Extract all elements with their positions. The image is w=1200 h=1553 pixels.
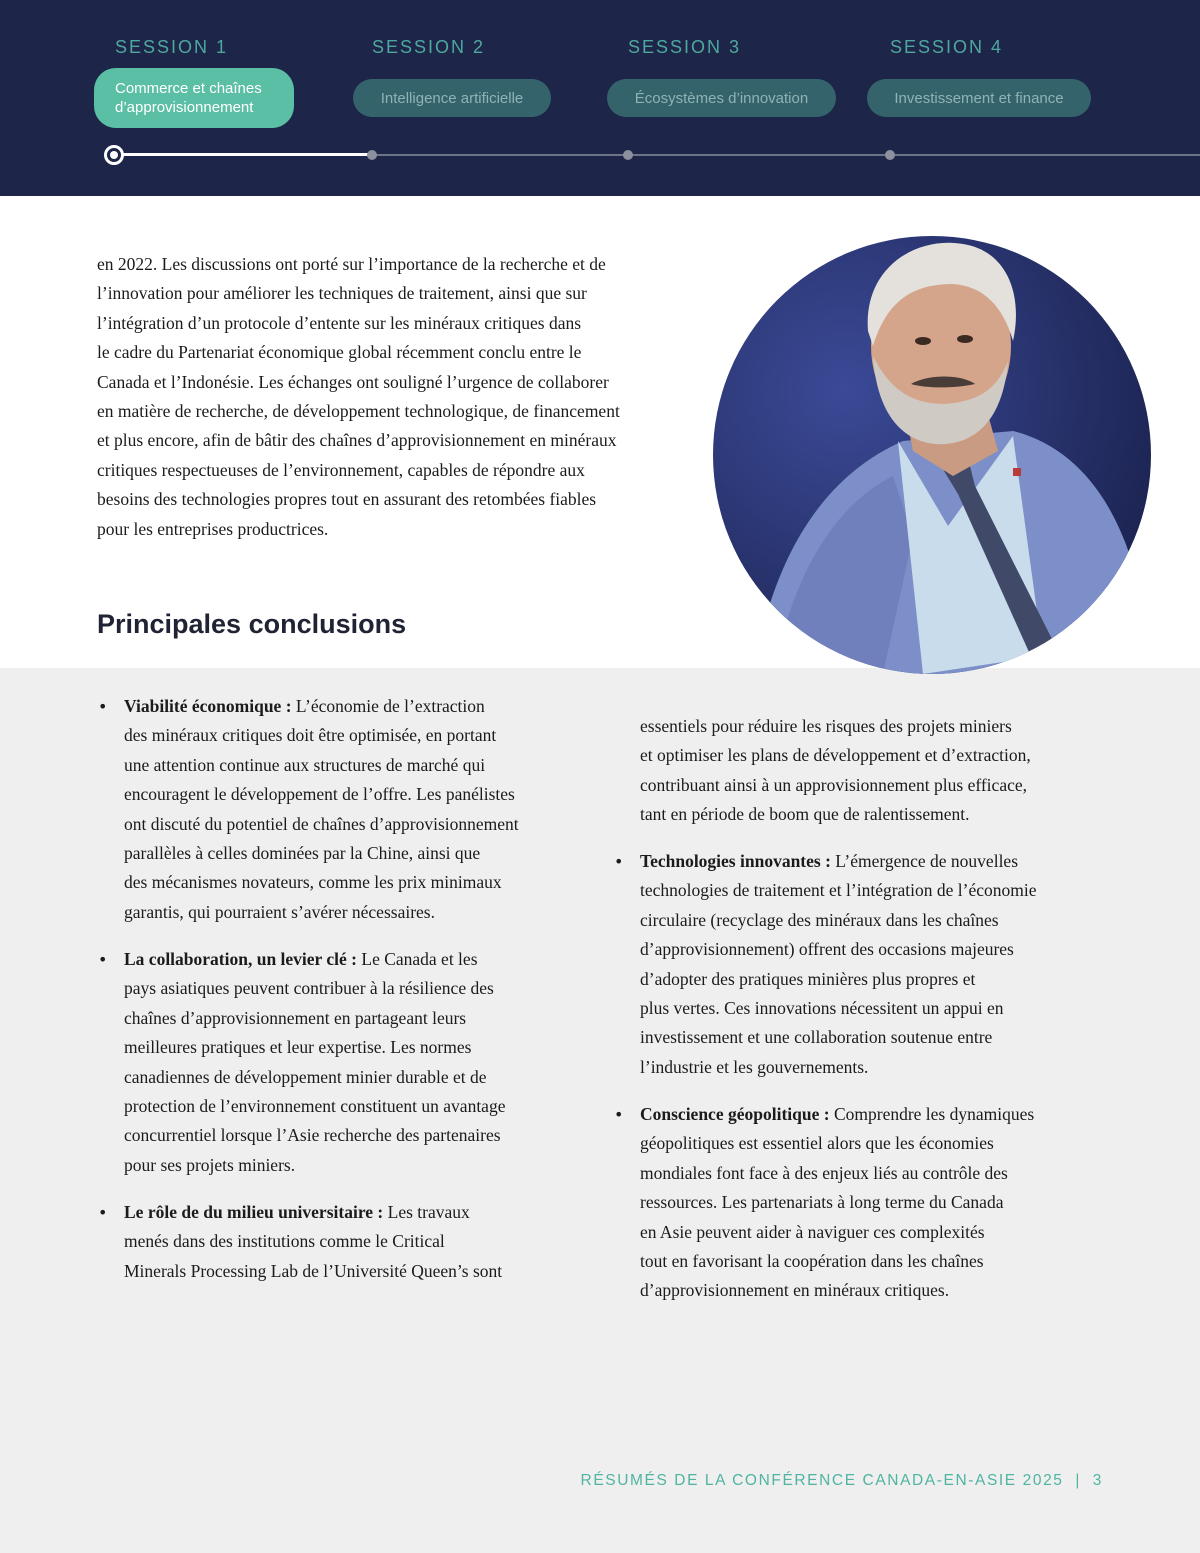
session-4-tab[interactable] — [867, 79, 1091, 117]
bullet-title: Technologies innovantes : — [640, 851, 831, 871]
intro-line: Canada et l’Indonésie. Les échanges ont souligné l’urgence de collaborer — [97, 371, 609, 392]
speaker-portrait-illustration — [713, 236, 1151, 674]
bullet-collaboration — [98, 945, 506, 1180]
bullet-line: d’approvisionnement en minéraux critiques. — [640, 1280, 950, 1301]
speaker-portrait — [713, 236, 1151, 674]
bullet-line: concurrentiel lorsque l’Asie recherche des partenaires — [124, 1125, 501, 1146]
bullet-line: pour ses projets miniers. — [124, 1154, 296, 1175]
bullet-line: encouragent le développement de l’offre. Les panélistes — [124, 784, 515, 805]
bullet-first-line — [124, 692, 519, 721]
bullet-line: menés dans des institutions comme le Critical — [124, 1231, 445, 1252]
section-heading: Principales conclusions — [97, 609, 407, 639]
bullet-line: meilleures pratiques et leur expertise. Les normes — [124, 1037, 472, 1058]
session-1-tab[interactable] — [94, 68, 294, 128]
progress-track-active — [114, 153, 372, 156]
intro-line: pour les entreprises productrices. — [97, 518, 329, 539]
bullet-line: mondiales font face à des enjeux liés au contrôle des — [640, 1162, 1008, 1183]
bullet-first-line — [640, 847, 1037, 876]
session-1-title-line1: Commerce et chaînes — [115, 80, 262, 97]
bullet-line: ressources. Les partenariats à long terme du Canada — [640, 1192, 1004, 1213]
bullet-text: Les travaux — [383, 1202, 470, 1222]
bullet-line: des minéraux critiques doit être optimisée, en portant — [124, 725, 497, 746]
intro-paragraph — [97, 250, 697, 544]
intro-line: en matière de recherche, de développement technologique, de financement — [97, 401, 620, 422]
bullet-line: circulaire (recyclage des minéraux dans les chaînes — [640, 909, 999, 930]
session-3-tab[interactable] — [607, 79, 836, 117]
bullet-line: l’industrie et les gouvernements. — [640, 1056, 869, 1077]
session-1-title-line2: d’approvisionnement — [115, 99, 254, 116]
bullet-economic-viability — [98, 692, 519, 927]
bullet-line: essentiels pour réduire les risques des projets miniers — [640, 716, 1012, 736]
bullet-text: Comprendre les dynamiques — [829, 1104, 1035, 1124]
session-3-label: SESSION 3 — [628, 37, 742, 57]
bullet-line: technologies de traitement et l’intégration de l’économie — [640, 880, 1037, 901]
bullet-line: d’approvisionnement) offrent des occasions majeures — [640, 939, 1014, 960]
intro-line: et plus encore, afin de bâtir des chaînes d’approvisionnement en minéraux — [97, 430, 617, 451]
bullet-line: en Asie peuvent aider à naviguer ces complexités — [640, 1221, 985, 1242]
session-3-node[interactable] — [623, 150, 633, 160]
intro-line: l’innovation pour améliorer les techniques de traitement, ainsi que sur — [97, 283, 587, 304]
bullet-title: La collaboration, un levier clé : — [124, 949, 357, 969]
bullet-first-line — [124, 945, 505, 974]
bullet-first-line — [640, 1100, 1034, 1129]
session-2-node[interactable] — [367, 150, 377, 160]
bullet-line: plus vertes. Ces innovations nécessitent un appui en — [640, 998, 1004, 1019]
session-2-title: Intelligence artificielle — [380, 89, 524, 107]
bullet-line: d’adopter des pratiques minières plus propres et — [640, 968, 976, 989]
bullet-marker: • — [98, 697, 108, 716]
session-1-label: SESSION 1 — [115, 37, 229, 57]
session-3-title: Écosystèmes d’innovation — [634, 89, 809, 107]
bullet-title: Viabilité économique : — [124, 696, 292, 716]
bullet-line: chaînes d’approvisionnement en partageant leurs — [124, 1007, 467, 1028]
intro-line: en 2022. Les discussions ont porté sur l’importance de la recherche et de — [97, 254, 606, 274]
session-4-label: SESSION 4 — [890, 37, 1004, 57]
bullet-line: contribuant ainsi à un approvisionnement plus efficace, — [640, 774, 1027, 795]
bullet-line: pays asiatiques peuvent contribuer à la résilience des — [124, 978, 494, 999]
session-2-label: SESSION 2 — [372, 37, 486, 57]
bullet-geopolitical-awareness — [614, 1100, 1035, 1306]
session-1-node[interactable] — [104, 145, 124, 165]
bullet-text: Le Canada et les — [357, 949, 478, 969]
bullet-line: et optimiser les plans de développement et d’extraction, — [640, 745, 1031, 766]
bullet-first-line — [124, 1198, 502, 1227]
bullet-line: tant en période de boom que de ralentissement. — [640, 804, 970, 825]
session-4-node[interactable] — [885, 150, 895, 160]
session-navigation — [0, 0, 1200, 196]
page-footer: RÉSUMÉS DE LA CONFÉRENCE CANADA-EN-ASIE 2025 | 3 — [580, 1472, 1103, 1489]
bullet-title: Conscience géopolitique : — [640, 1104, 830, 1124]
bullet-line: ont discuté du potentiel de chaînes d’approvisionnement — [124, 813, 519, 834]
bullet-academia — [98, 1198, 503, 1286]
bullet-innovative-technologies — [614, 847, 1037, 1082]
bullet-text: L’émergence de nouvelles — [830, 851, 1019, 871]
bullet-line: des mécanismes novateurs, comme les prix minimaux — [124, 872, 502, 893]
bullet-line: géopolitiques est essentiel alors que les économies — [640, 1133, 994, 1154]
bullet-academia-continued — [640, 712, 1031, 830]
bullet-line: garantis, qui pourraient s’avérer nécessaires. — [124, 901, 435, 922]
bullet-title: Le rôle de du milieu universitaire : — [124, 1202, 384, 1222]
intro-line: le cadre du Partenariat économique global récemment conclu entre le — [97, 342, 582, 363]
bullet-line: Minerals Processing Lab de l’Université Queen’s sont — [124, 1260, 503, 1281]
bullet-line: une attention continue aux structures de marché qui — [124, 754, 486, 775]
bullet-text: L’économie de l’extraction — [291, 696, 485, 716]
bullet-marker: • — [98, 1203, 108, 1222]
intro-line: besoins des technologies propres tout en assurant des retombées fiables — [97, 489, 597, 510]
progress-track — [372, 154, 1200, 156]
intro-line: critiques respectueuses de l’environnement, capables de répondre aux — [97, 459, 585, 480]
session-1-title — [115, 79, 262, 117]
bullet-line: investissement et une collaboration soutenue entre — [640, 1027, 993, 1048]
bullet-line: protection de l’environnement constituent un avantage — [124, 1096, 506, 1117]
bullet-marker: • — [98, 950, 108, 969]
bullet-line: tout en favorisant la coopération dans les chaînes — [640, 1251, 984, 1272]
bullet-marker: • — [614, 852, 624, 871]
session-4-title: Investissement et finance — [894, 89, 1064, 107]
bullet-line: parallèles à celles dominées par la Chine, ainsi que — [124, 843, 481, 864]
intro-line: l’intégration d’un protocole d’entente sur les minéraux critiques dans — [97, 312, 582, 333]
bullet-marker: • — [614, 1105, 624, 1124]
bullet-line: canadiennes de développement minier durable et de — [124, 1066, 487, 1087]
session-2-tab[interactable] — [353, 79, 551, 117]
